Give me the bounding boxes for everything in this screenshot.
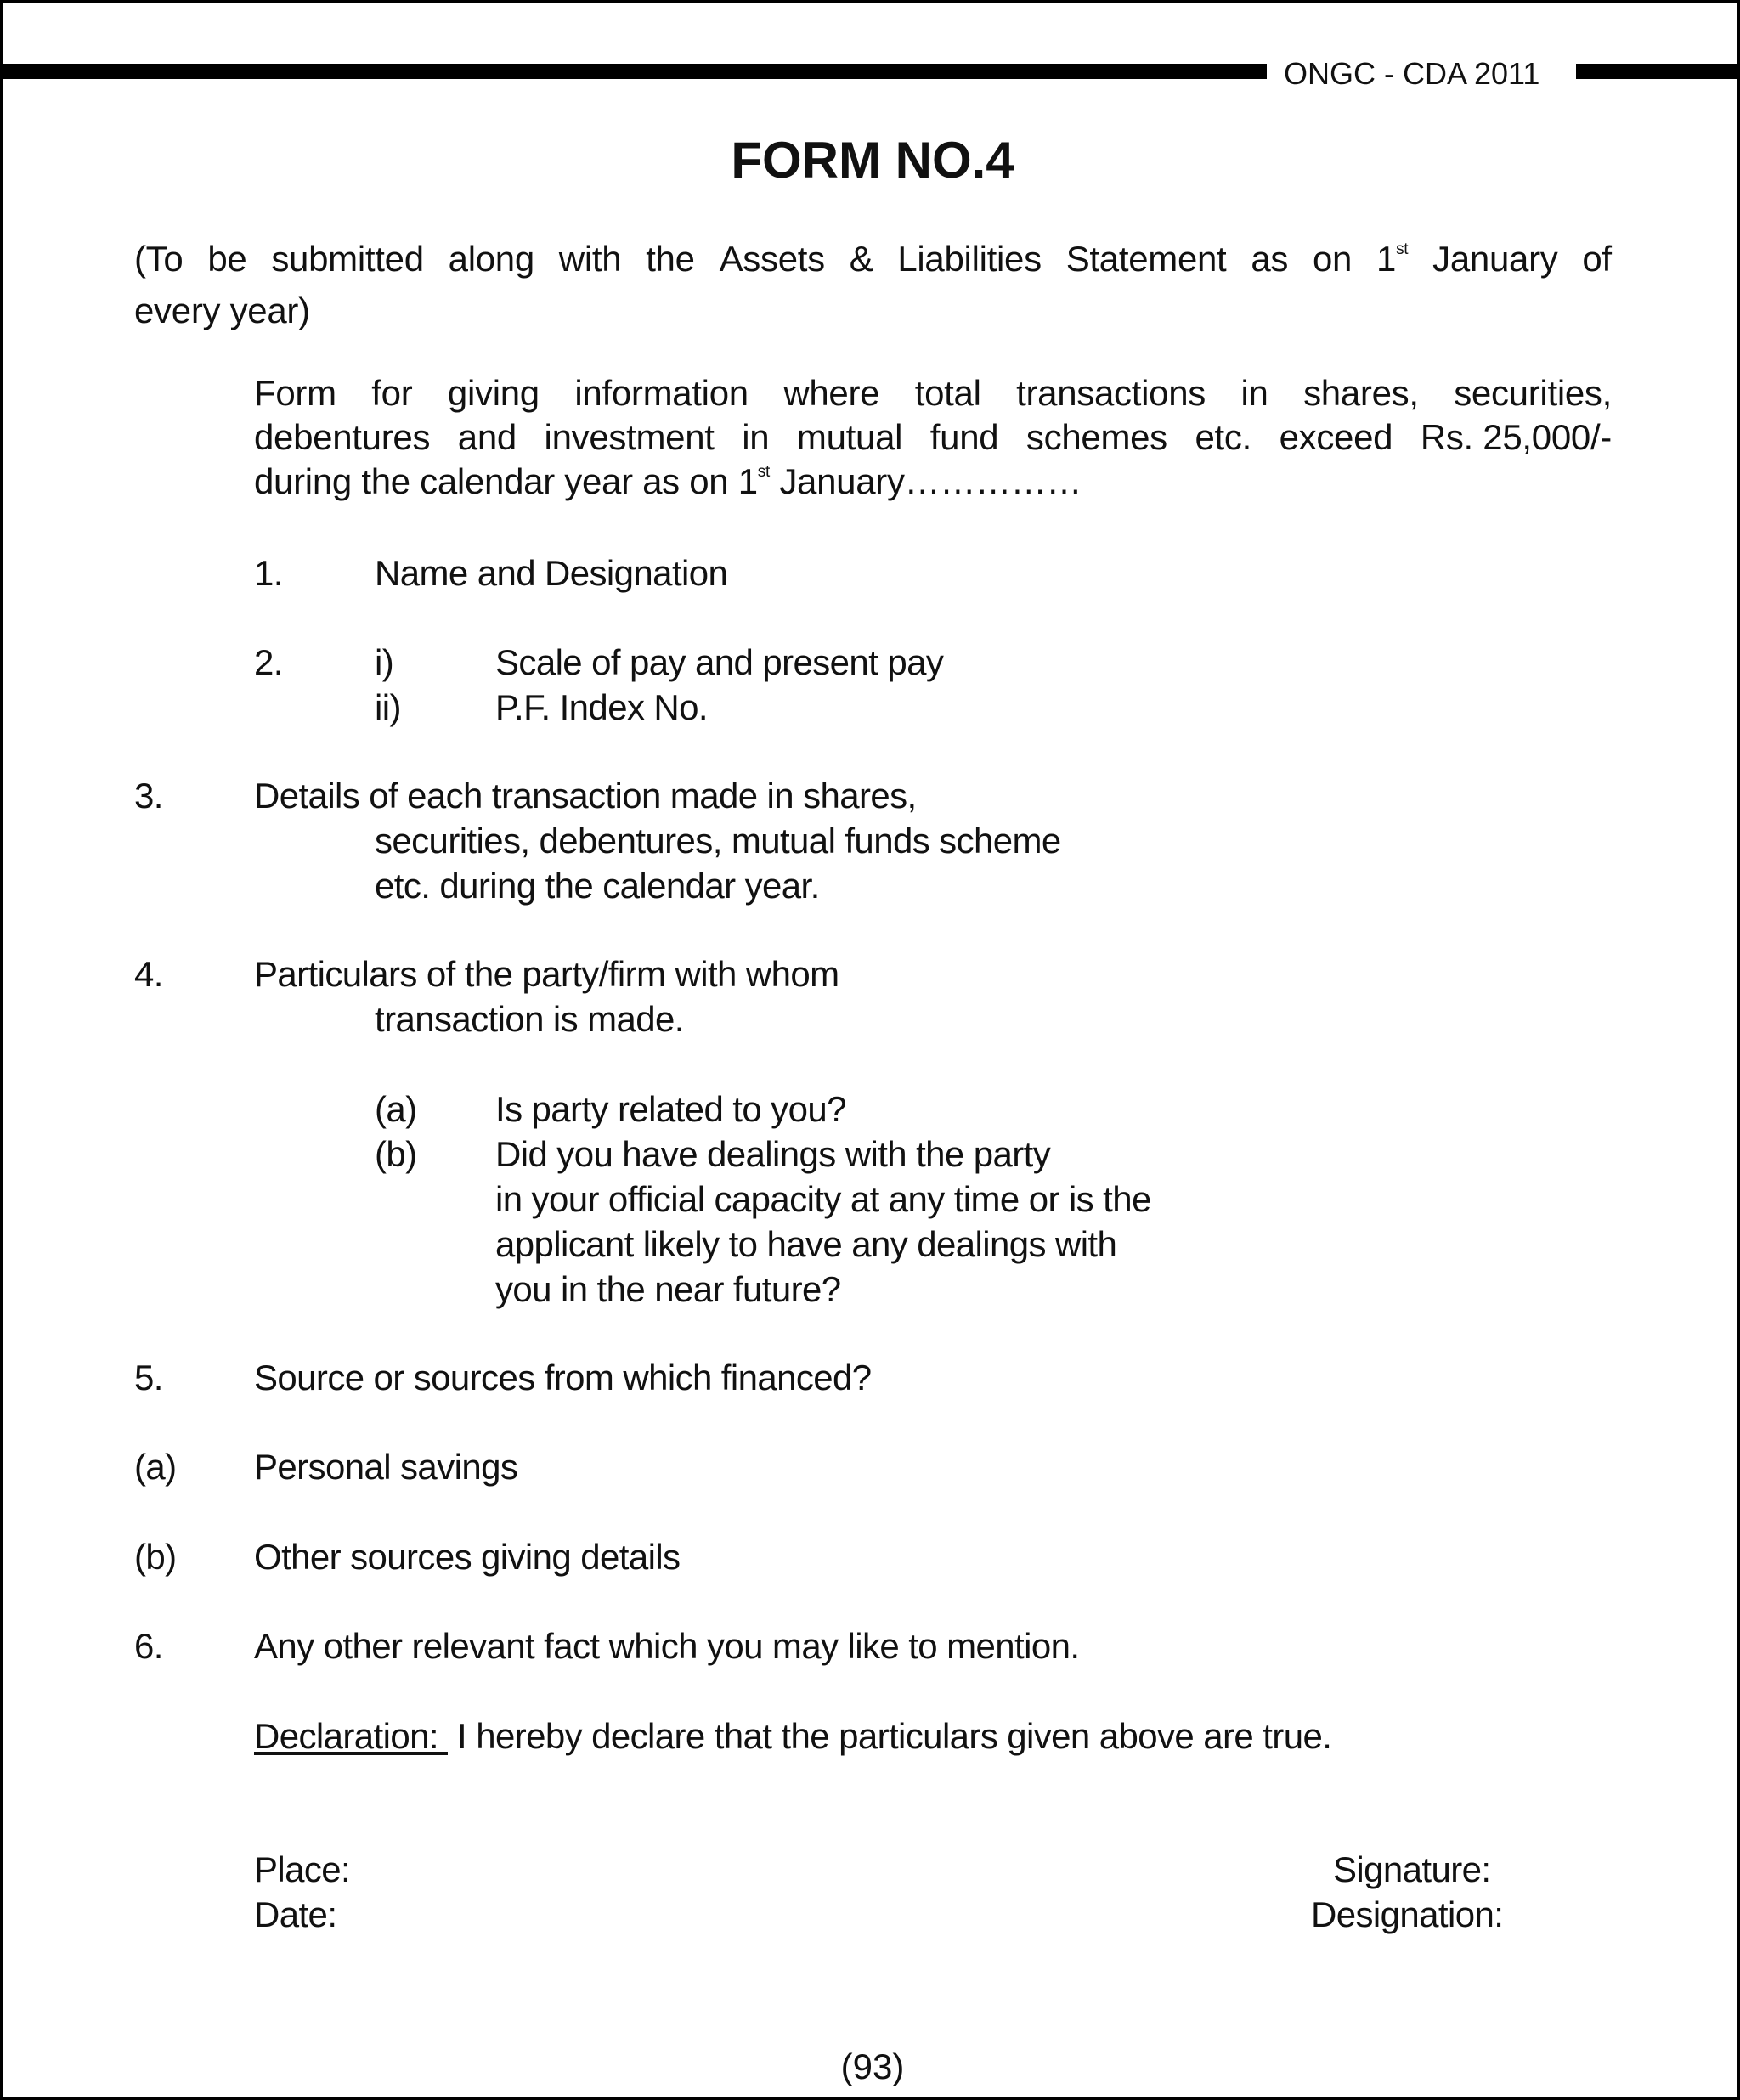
header-rule-end: [1576, 64, 1740, 79]
item-5b-text: Other sources giving details: [254, 1537, 681, 1577]
word: 1st: [1376, 239, 1409, 279]
intro-line-2: every year): [134, 291, 310, 330]
item-4-line-2: transaction is made.: [375, 999, 684, 1039]
date-label: Date:: [254, 1894, 337, 1934]
word: the: [646, 239, 695, 279]
item-4-sub-b-label: (b): [375, 1134, 417, 1174]
word: in: [1240, 373, 1268, 413]
word: Liabilities: [897, 239, 1042, 279]
declaration: [254, 1714, 1331, 1758]
intro-paragraph: [134, 237, 1612, 333]
word: exceed: [1279, 417, 1393, 457]
word: transactions: [1016, 373, 1206, 413]
header-label: ONGC - CDA 2011: [1284, 56, 1540, 91]
word: giving: [447, 373, 540, 413]
item-5-number: 5.: [134, 1358, 163, 1397]
item-4-sub-b-line-1: Did you have dealings with the party: [495, 1134, 1051, 1174]
item-2-sub-ii-text: P.F. Index No.: [495, 687, 708, 727]
word: mutual: [796, 417, 903, 457]
intro-line-1: [134, 237, 1612, 289]
item-1-text: Name and Designation: [375, 553, 728, 593]
word: for: [371, 373, 413, 413]
item-4-sub-b-line-3: applicant likely to have any dealings with: [495, 1224, 1117, 1264]
word: schemes: [1025, 417, 1167, 457]
word: debentures: [254, 417, 431, 457]
signature-label: Signature:: [1333, 1849, 1491, 1889]
item-3-line-2: securities, debentures, mutual funds scheme: [375, 821, 1061, 861]
form-description: [254, 371, 1612, 511]
word: investment: [544, 417, 715, 457]
word: Rs. 25,000/-: [1420, 417, 1612, 457]
word: on: [1312, 239, 1353, 279]
form-desc-line-1: [254, 371, 1612, 415]
word: in: [742, 417, 770, 457]
word: be: [207, 239, 247, 279]
word: fund: [929, 417, 999, 457]
place-label: Place:: [254, 1849, 351, 1889]
item-6-number: 6.: [134, 1626, 163, 1666]
form-title: FORM NO.4: [731, 132, 1014, 189]
designation-label: Designation:: [1311, 1894, 1504, 1934]
item-3-number: 3.: [134, 776, 163, 816]
item-3-line-3: etc. during the calendar year.: [375, 866, 820, 906]
declaration-label: Declaration:: [254, 1716, 448, 1756]
header-rule: [3, 64, 1267, 79]
form-desc-line-2: [254, 415, 1612, 460]
item-6-text: Any other relevant fact which you may like to mention.: [254, 1626, 1080, 1666]
item-4-number: 4.: [134, 954, 163, 994]
word: &: [849, 239, 873, 279]
item-2-sub-i-text: Scale of pay and present pay: [495, 642, 944, 682]
word: etc.: [1195, 417, 1251, 457]
word: Assets: [719, 239, 825, 279]
word: and: [457, 417, 517, 457]
item-4-line-1: Particulars of the party/firm with whom: [254, 954, 839, 994]
word: shares,: [1303, 373, 1419, 413]
word: (To: [134, 239, 184, 279]
item-2-sub-i-label: i): [375, 642, 394, 682]
word: Form: [254, 373, 336, 413]
item-2-number: 2.: [254, 642, 283, 682]
superscript: st: [1396, 240, 1409, 258]
item-5-text: Source or sources from which financed?: [254, 1358, 872, 1397]
word: Statement: [1065, 239, 1227, 279]
word: total: [914, 373, 981, 413]
word: submitted: [271, 239, 424, 279]
word: as: [1251, 239, 1289, 279]
item-5a-text: Personal savings: [254, 1447, 518, 1487]
item-5a-label: (a): [134, 1447, 177, 1487]
page-number: (93): [840, 2046, 905, 2086]
word: along: [448, 239, 534, 279]
form-desc-line-3: during the calendar year as on 1st January……………: [254, 461, 1082, 501]
item-4-sub-a-label: (a): [375, 1089, 417, 1129]
item-2-sub-ii-label: ii): [375, 687, 401, 727]
declaration-text: I hereby declare that the particulars given above are true.: [447, 1716, 1332, 1756]
word: January: [1432, 239, 1558, 279]
word: information: [574, 373, 749, 413]
item-4-sub-a-text: Is party related to you?: [495, 1089, 846, 1129]
item-1-number: 1.: [254, 553, 283, 593]
item-5b-label: (b): [134, 1537, 177, 1577]
item-3-line-1: Details of each transaction made in shares,: [254, 776, 917, 816]
word: securities,: [1454, 373, 1612, 413]
item-4-sub-b-line-2: in your official capacity at any time or is the: [495, 1179, 1151, 1219]
item-4-sub-b-line-4: you in the near future?: [495, 1269, 841, 1309]
word: of: [1582, 239, 1612, 279]
word: with: [558, 239, 622, 279]
word: where: [783, 373, 880, 413]
